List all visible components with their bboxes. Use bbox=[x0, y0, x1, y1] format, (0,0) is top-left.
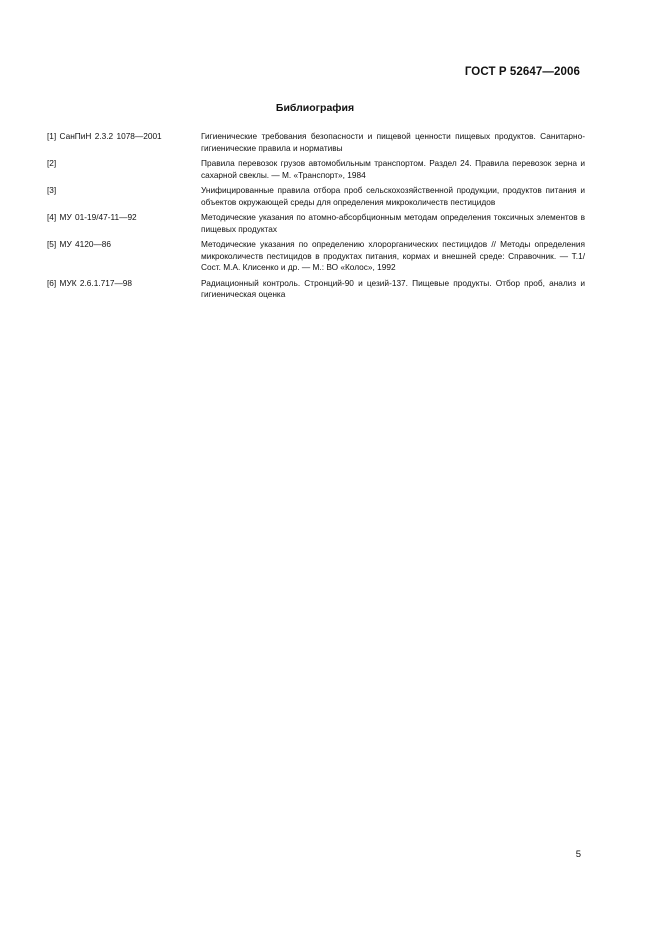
bibliography-entry bbox=[47, 185, 585, 208]
bibliography-ref: [4] МУ 01-19/47-11—92 bbox=[47, 212, 137, 222]
bibliography-ref: [6] МУК 2.6.1.717—98 bbox=[47, 277, 132, 288]
bibliography-entry bbox=[47, 158, 585, 181]
bibliography-text: Унифицированные правила отбора проб сельскохозяйственной продукции, продуктов питания и объектов окружающей среды для определения микроколичеств пестицидов bbox=[201, 185, 585, 207]
bibliography-text: Методические указания по атомно-абсорбционным методам определения токсичных элементов в пищевых продуктах bbox=[201, 212, 585, 234]
bibliography-ref: [1] СанПиН 2.3.2 1078—2001 bbox=[47, 131, 162, 141]
bibliography-text: Гигиенические требования безопасности и пищевой ценности пищевых продуктов. Санитарно-гигиенические правила и нормативы bbox=[201, 131, 585, 153]
page-number: 5 bbox=[575, 849, 581, 860]
bibliography-entry bbox=[47, 131, 585, 154]
bibliography-ref: [3] bbox=[47, 185, 57, 195]
bibliography-entry bbox=[47, 212, 585, 235]
bibliography-text: Радиационный контроль. Стронций-90 и цезий-137. Пищевые продукты. Отбор проб, анализ и гигиеническая оценка bbox=[201, 277, 585, 299]
bibliography-text: Методические указания по определению хлорорганических пестицидов // Методы определения микроколичеств пестицидов в продуктах питания, кормах и внешней среде: Справочник. — Т.1/Сост. М.А. Клисенко и др. — М.: ВО «Колос», 1992 bbox=[201, 239, 585, 272]
bibliography-ref: [2] bbox=[47, 158, 57, 168]
bibliography-entry bbox=[47, 239, 585, 274]
section-title: Библиография bbox=[275, 102, 355, 114]
bibliography-entry bbox=[47, 278, 585, 301]
bibliography-text: Правила перевозок грузов автомобильным транспортом. Раздел 24. Правила перевозок зерна и сахарной свеклы. — М. «Транспорт», 1984 bbox=[201, 158, 585, 180]
standard-code: ГОСТ Р 52647—2006 bbox=[464, 66, 580, 78]
bibliography-ref: [5] МУ 4120—86 bbox=[47, 239, 111, 249]
bibliography-list bbox=[47, 131, 585, 305]
